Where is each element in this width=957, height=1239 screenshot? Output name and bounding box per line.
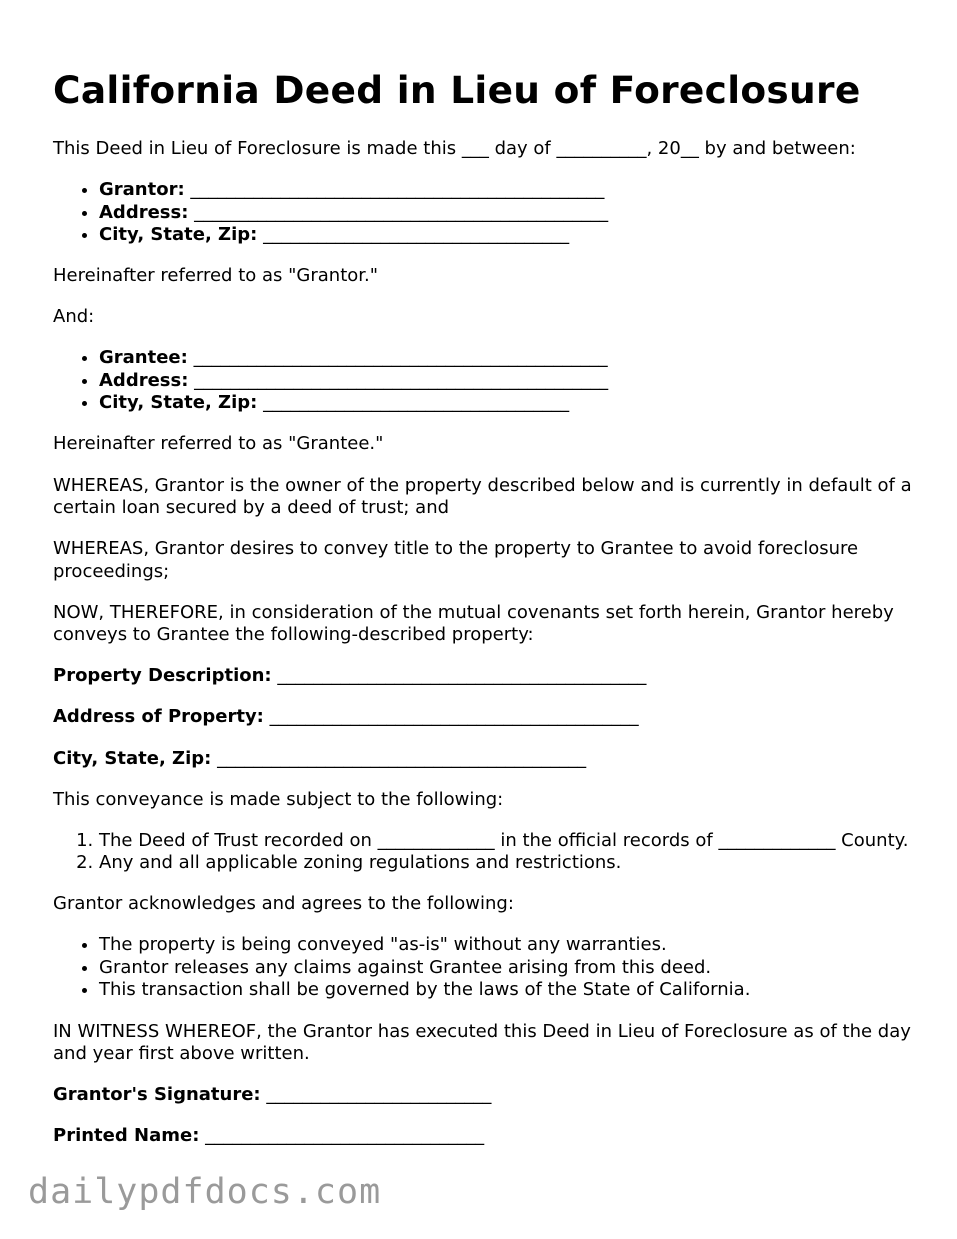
field-label: City, State, Zip: — [53, 747, 212, 769]
field-label: City, State, Zip: — [99, 224, 258, 246]
field-blank: __________________________________ — [257, 392, 570, 414]
grantee-city-field — [99, 392, 913, 415]
whereas-paragraph-2: WHEREAS, Grantor desires to convey title to the property to Grantee to avoid foreclosure proceedings; — [53, 538, 859, 582]
field-label: Grantor: — [99, 179, 185, 201]
field-blank: ______________________________________________ — [187, 347, 608, 369]
printed-name-field — [53, 1125, 913, 1148]
subject-intro: This conveyance is made subject to the following: — [53, 788, 504, 810]
field-label: City, State, Zip: — [99, 392, 258, 414]
grantee-reference: Hereinafter referred to as "Grantee." — [53, 433, 384, 455]
field-blank: __________________________________ — [257, 224, 570, 246]
list-item: • The property is being conveyed "as-is" without any warranties. — [99, 934, 913, 957]
and-text: And: — [53, 306, 95, 328]
intro-paragraph: This Deed in Lieu of Foreclosure is made this ___ day of __________, 20__ by and between: — [53, 138, 856, 159]
grantor-fields-list — [53, 179, 913, 247]
document-page — [53, 64, 913, 1166]
grantor-name-field — [99, 179, 913, 202]
field-blank: _________________________________________ — [263, 706, 639, 728]
property-description-field — [53, 665, 913, 688]
document-title: California Deed in Lieu of Foreclosure — [53, 68, 861, 112]
witness-paragraph: IN WITNESS WHEREOF, the Grantor has executed this Deed in Lieu of Foreclosure as of the day and year first above written. — [53, 1020, 911, 1064]
property-city-field — [53, 748, 913, 771]
acknowledgement-intro: Grantor acknowledges and agrees to the following: — [53, 893, 514, 915]
field-label: Address of Property: — [53, 706, 264, 728]
property-address-field — [53, 706, 913, 729]
grantor-address-field — [99, 202, 913, 225]
grantee-address-field — [99, 370, 913, 393]
subject-list — [53, 830, 913, 875]
field-blank: ______________________________________________ — [184, 179, 605, 201]
field-label: Address: — [99, 201, 189, 223]
list-item: 1. The Deed of Trust recorded on _____________ in the official records of _____________ County. — [99, 830, 913, 853]
field-label: Address: — [99, 369, 189, 391]
list-item: 2. Any and all applicable zoning regulations and restrictions. — [99, 852, 913, 875]
field-blank: _________________________________________ — [271, 665, 647, 687]
field-blank: ______________________________________________ — [188, 369, 609, 391]
field-label: Grantor's Signature: — [53, 1084, 261, 1106]
field-label: Property Description: — [53, 665, 272, 687]
list-item: • This transaction shall be governed by the laws of the State of California. — [99, 979, 913, 1002]
field-blank: _______________________________ — [199, 1125, 485, 1147]
field-blank: _________________________________________ — [211, 747, 587, 769]
whereas-paragraph-1: WHEREAS, Grantor is the owner of the property described below and is currently in default of a certain loan secured by a deed of trust; and — [53, 474, 912, 519]
acknowledgement-list — [53, 934, 913, 1002]
field-blank: _________________________ — [260, 1084, 492, 1106]
grantee-name-field — [99, 347, 913, 370]
list-item: • Grantor releases any claims against Grantee arising from this deed. — [99, 957, 913, 980]
grantor-signature-field — [53, 1084, 913, 1107]
watermark: dailypdfdocs.com — [28, 1172, 382, 1212]
field-blank: ______________________________________________ — [188, 201, 609, 223]
now-therefore-paragraph: NOW, THEREFORE, in consideration of the mutual covenants set forth herein, Grantor hereby conveys to Grantee the following-described property: — [53, 601, 894, 646]
field-label: Grantee: — [99, 347, 188, 369]
field-label: Printed Name: — [53, 1125, 200, 1147]
grantor-reference: Hereinafter referred to as "Grantor." — [53, 265, 379, 287]
grantee-fields-list — [53, 347, 913, 415]
grantor-city-field — [99, 224, 913, 247]
